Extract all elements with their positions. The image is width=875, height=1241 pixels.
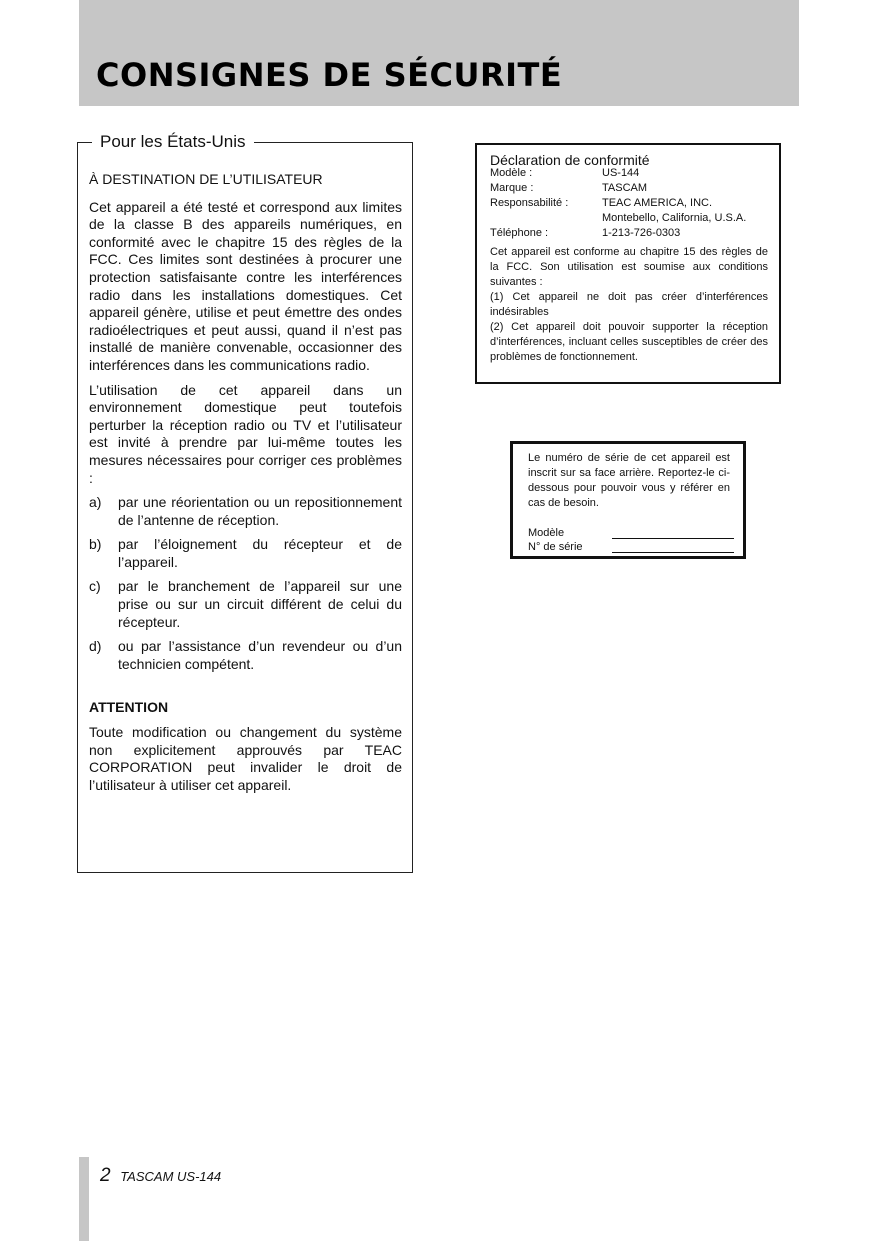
serial-number-box [510, 441, 746, 559]
declaration-label: Responsabilité : [490, 197, 569, 209]
declaration-row [490, 166, 770, 181]
declaration-row [490, 211, 770, 226]
declaration-row [490, 226, 770, 241]
page-footer [100, 1165, 221, 1187]
paragraph-fcc-limits: Cet appareil a été testé et correspond aux limites de la classe B des appareils numériques, en conformité avec le chapitre 15 des règles de la FCC. Ces limites sont destinées à procurer une protection satisfaisante contre les interférences radio dans les installations domestiques. Cet appareil génère, utilise et peut émettre des ondes radioélectriques et peut aussi, quand il n’est pas installé de manière convenable, occasionner des interférences dans les communications radio. [89, 198, 402, 373]
declaration-text: Cet appareil est conforme au chapitre 15 des règles de la FCC. Son utilisation est soumise aux conditions suivantes : [490, 246, 768, 288]
declaration-value: TASCAM [602, 182, 648, 194]
list-text: ou par l’assistance d’un revendeur ou d’un technicien compétent. [118, 638, 402, 672]
model-field [528, 526, 734, 541]
remedy-list [89, 494, 402, 673]
list-item [89, 536, 402, 571]
list-item [89, 494, 402, 529]
declaration-title: Déclaration de conformité [490, 152, 650, 168]
list-marker: a) [89, 494, 102, 511]
list-marker: b) [89, 536, 102, 553]
declaration-label [490, 211, 602, 226]
declaration-condition-2: (2) Cet appareil doit pouvoir supporter la réception d’interférences, incluant celles susceptibles de créer des problèmes de fonctionnement. [490, 321, 768, 363]
declaration-row [490, 181, 770, 196]
footer-model: US-144 [177, 1169, 222, 1184]
serial-write-line [612, 540, 734, 553]
list-marker: c) [89, 578, 101, 595]
declaration-box [475, 143, 781, 384]
footer-brand: TASCAM [120, 1169, 174, 1184]
serial-label: N° de série [528, 541, 583, 553]
declaration-label: Marque : [490, 182, 534, 194]
list-text: par une réorientation ou un repositionnement de l’antenne de réception. [118, 494, 402, 528]
declaration-value: TEAC AMERICA, INC. [602, 197, 713, 209]
user-subheading: À DESTINATION DE L’UTILISATEUR [89, 171, 323, 187]
declaration-condition-1: (1) Cet appareil ne doit pas créer d’interférences indésirables [490, 291, 768, 318]
serial-instructions: Le numéro de série de cet appareil est inscrit sur sa face arrière. Reportez-le ci-dessous pour pouvoir vous y référer en cas de besoin. [528, 452, 730, 509]
list-item [89, 638, 402, 673]
list-item [89, 578, 402, 631]
declaration-value: US-144 [602, 167, 640, 179]
page-title: CONSIGNES DE SÉCURITÉ [96, 56, 563, 94]
us-section-content [89, 171, 402, 801]
list-text: par l’éloignement du récepteur et de l’appareil. [118, 536, 402, 570]
footer-bar [79, 1157, 89, 1241]
serial-field [528, 540, 734, 555]
attention-text: Toute modification ou changement du système non explicitement approuvés par TEAC CORPORATION peut invalider le droit de l’utilisateur à utiliser cet appareil. [89, 724, 402, 793]
paragraph-interference: L’utilisation de cet appareil dans un environnement domestique peut toutefois perturber la réception radio ou TV et l’utilisateur est invité à prendre par lui-même toutes les mesures nécessaires pour corriger ces problèmes : [89, 381, 402, 486]
list-text: par le branchement de l’appareil sur une prise ou sur un circuit différent de celui du récepteur. [118, 578, 402, 630]
declaration-label: Modèle : [490, 167, 533, 179]
us-section-box [77, 132, 413, 873]
declaration-value: 1-213-726-0303 [602, 227, 681, 239]
us-section-title: Pour les États-Unis [92, 131, 254, 153]
declaration-label: Téléphone : [490, 227, 549, 239]
declaration-value: Montebello, California, U.S.A. [602, 212, 747, 224]
model-write-line [612, 526, 734, 539]
model-label: Modèle [528, 527, 565, 539]
page-number: 2 [100, 1165, 111, 1186]
list-marker: d) [89, 638, 102, 655]
declaration-row [490, 196, 770, 211]
declaration-details [490, 166, 770, 241]
header-band [79, 0, 799, 106]
declaration-text-block [490, 245, 768, 365]
attention-heading: ATTENTION [89, 699, 169, 716]
